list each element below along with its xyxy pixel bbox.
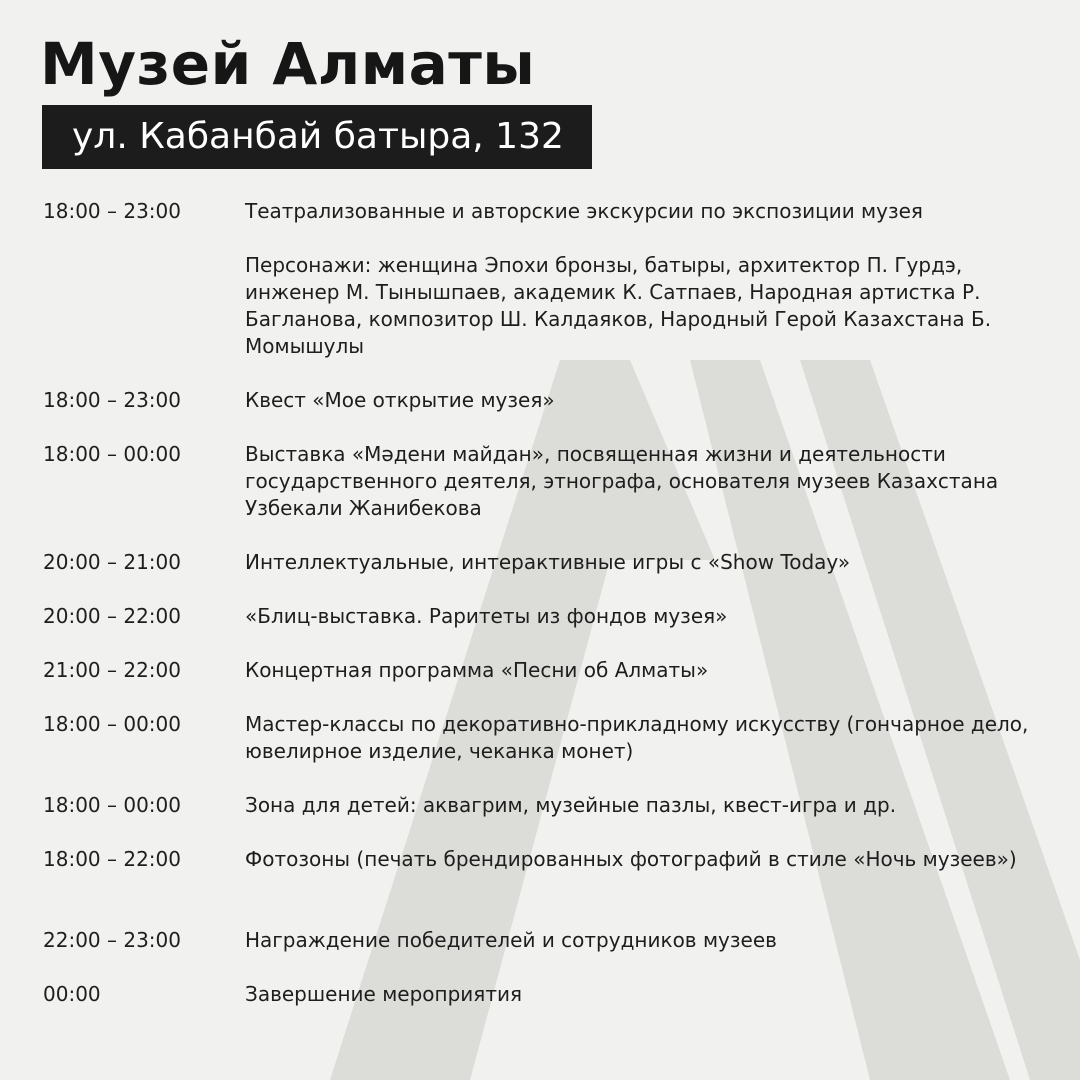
schedule-description bbox=[245, 603, 1053, 630]
schedule-row bbox=[43, 846, 1053, 927]
schedule-description bbox=[245, 981, 1053, 1008]
schedule-row bbox=[43, 549, 1053, 603]
address-label: ул. Кабанбай батыра, 132 bbox=[42, 105, 592, 169]
schedule-description-text: Квест «Мое открытие музея» bbox=[245, 388, 555, 412]
schedule-description bbox=[245, 846, 1053, 873]
schedule-description bbox=[245, 549, 1053, 576]
schedule-description bbox=[245, 657, 1053, 684]
schedule-time: 22:00 – 23:00 bbox=[43, 928, 181, 952]
page-title: Музей Алматы bbox=[40, 30, 536, 98]
schedule-row bbox=[43, 603, 1053, 657]
schedule-description-text: Театрализованные и авторские экскурсии по экспозиции музея bbox=[245, 199, 923, 223]
schedule-description-text: Мастер-классы по декоративно-прикладному искусству (гончарное дело, ювелирное изделие, чеканка монет) bbox=[245, 712, 1029, 763]
schedule-row bbox=[43, 441, 1053, 549]
schedule-time: 00:00 bbox=[43, 982, 101, 1006]
schedule-row bbox=[43, 198, 1053, 387]
schedule-description-text: Персонажи: женщина Эпохи бронзы, батыры, архитектор П. Гурдэ, инженер М. Тынышпаев, академик К. Сатпаев, Народная артистка Р. Багланова, композитор Ш. Калдаяков, Народный Герой Казахстана Б. Момышулы bbox=[245, 253, 992, 358]
schedule-row bbox=[43, 711, 1053, 792]
schedule-description bbox=[245, 387, 1053, 414]
schedule-list bbox=[43, 198, 1053, 1011]
schedule-time: 20:00 – 21:00 bbox=[43, 550, 181, 574]
schedule-time: 18:00 – 00:00 bbox=[43, 712, 181, 736]
schedule-description bbox=[245, 198, 1053, 360]
schedule-description bbox=[245, 792, 1053, 819]
schedule-row bbox=[43, 792, 1053, 846]
schedule-description bbox=[245, 927, 1053, 954]
schedule-time: 21:00 – 22:00 bbox=[43, 658, 181, 682]
schedule-time: 18:00 – 22:00 bbox=[43, 847, 181, 871]
schedule-time: 20:00 – 22:00 bbox=[43, 604, 181, 628]
schedule-description bbox=[245, 441, 1053, 522]
schedule-description-text: Зона для детей: аквагрим, музейные пазлы, квест-игра и др. bbox=[245, 793, 897, 817]
schedule-description bbox=[245, 711, 1053, 765]
schedule-row bbox=[43, 981, 1053, 1011]
schedule-row bbox=[43, 387, 1053, 441]
schedule-time: 18:00 – 00:00 bbox=[43, 793, 181, 817]
schedule-description-text: Награждение победителей и сотрудников музеев bbox=[245, 928, 777, 952]
schedule-description-text: Выставка «Мәдени майдан», посвященная жизни и деятельности государственного деятеля, этнографа, основателя музеев Казахстана Узбекали Жанибекова bbox=[245, 442, 999, 520]
schedule-time: 18:00 – 00:00 bbox=[43, 442, 181, 466]
schedule-description-text: Фотозоны (печать брендированных фотографий в стиле «Ночь музеев») bbox=[245, 847, 1017, 871]
schedule-time: 18:00 – 23:00 bbox=[43, 199, 181, 223]
schedule-description-text: «Блиц-выставка. Раритеты из фондов музея» bbox=[245, 604, 728, 628]
schedule-description-text: Завершение мероприятия bbox=[245, 982, 523, 1006]
schedule-description-text: Концертная программа «Песни об Алматы» bbox=[245, 658, 709, 682]
schedule-time: 18:00 – 23:00 bbox=[43, 388, 181, 412]
schedule-row bbox=[43, 657, 1053, 711]
schedule-row bbox=[43, 927, 1053, 981]
schedule-description-text: Интеллектуальные, интерактивные игры с «Show Today» bbox=[245, 550, 851, 574]
